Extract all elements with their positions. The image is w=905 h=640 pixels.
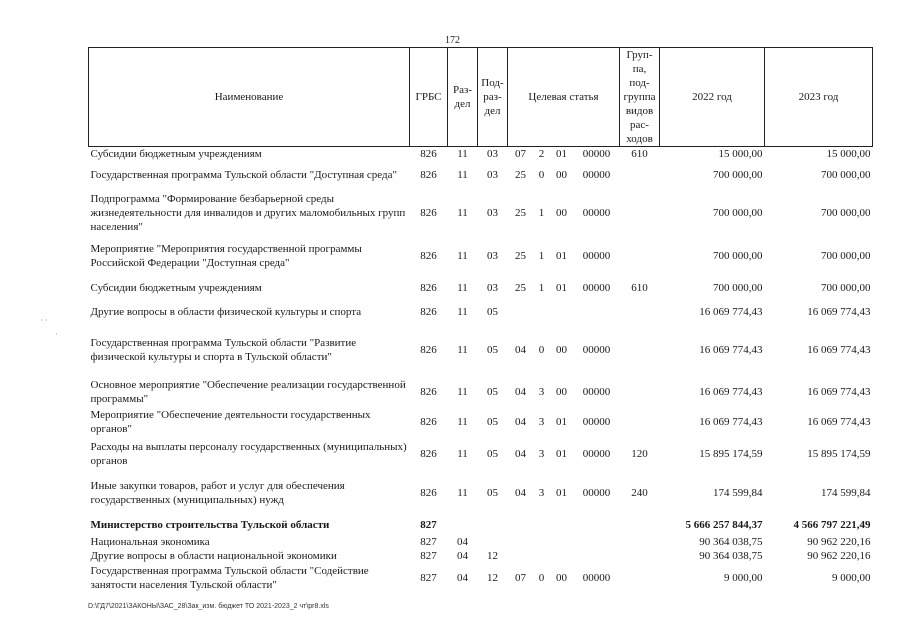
- row-target-event: 00: [556, 344, 567, 356]
- row-grbs: 826: [420, 250, 437, 262]
- row-amount-2022: 90 364 038,75: [699, 536, 763, 548]
- row-razdel: 04: [457, 536, 468, 548]
- row-target-subprogram: 3: [538, 487, 545, 499]
- row-target-code: 00000: [582, 448, 611, 460]
- row-razdel: [448, 515, 478, 535]
- row-target-event: 01: [556, 487, 567, 499]
- row-target-code: 00000: [582, 148, 611, 160]
- row-podrazdel: 12: [487, 550, 498, 562]
- row-amount-2023: 16 069 774,43: [807, 386, 871, 398]
- row-target-event: 00: [556, 207, 567, 219]
- row-amount-2023: 16 069 774,43: [807, 344, 871, 356]
- row-amount-2022: 16 069 774,43: [699, 386, 763, 398]
- budget-table: [88, 47, 873, 593]
- row-target-code: 00000: [582, 344, 611, 356]
- row-amount-2023: 90 962 220,16: [807, 536, 871, 548]
- row-target-program: 04: [515, 448, 526, 460]
- row-amount-2022: 700 000,00: [713, 250, 763, 262]
- row-grbs: 826: [420, 344, 437, 356]
- row-target-event: [550, 535, 574, 549]
- row-razdel: 11: [457, 306, 468, 318]
- row-name: Национальная экономика: [90, 536, 210, 548]
- row-target-code: 00000: [582, 386, 611, 398]
- row-podrazdel: [478, 515, 508, 535]
- table-row: [89, 275, 873, 301]
- row-amount-2023: 4 566 797 221,49: [793, 519, 871, 531]
- table-row: [89, 471, 873, 515]
- row-razdel: 11: [457, 169, 468, 181]
- row-target-code: [574, 515, 620, 535]
- row-amount-2022: 90 364 038,75: [699, 550, 763, 562]
- row-target-program: 04: [515, 416, 526, 428]
- row-amount-2023: 9 000,00: [832, 572, 871, 584]
- row-target-program: [508, 535, 534, 549]
- row-amount-2022: 700 000,00: [713, 169, 763, 181]
- row-target-event: [550, 549, 574, 563]
- row-name: Подпрограмма "Формирование безбарьерной среды жизнедеятельности для инвалидов и других маломобильных групп населения": [90, 193, 406, 233]
- row-podrazdel: 05: [487, 448, 498, 460]
- row-target-event: 00: [556, 572, 567, 584]
- row-target-subprogram: 0: [538, 169, 545, 181]
- row-target-event: 01: [556, 250, 567, 262]
- row-target-subprogram: 1: [538, 250, 545, 262]
- row-target-code: 00000: [582, 169, 611, 181]
- table-row: [89, 377, 873, 407]
- table-row: [89, 437, 873, 471]
- row-amount-2022: 16 069 774,43: [699, 306, 763, 318]
- row-razdel: 11: [457, 207, 468, 219]
- row-name: Другие вопросы в области национальной экономики: [90, 550, 337, 562]
- row-target-subprogram: 0: [538, 344, 545, 356]
- row-target-code: 00000: [582, 487, 611, 499]
- row-razdel: 11: [457, 487, 468, 499]
- row-target-code: 00000: [582, 250, 611, 262]
- row-target-program: 25: [515, 282, 526, 294]
- header-2022: 2022 год: [660, 48, 765, 147]
- row-target-event: 00: [556, 386, 567, 398]
- table-row: [89, 161, 873, 189]
- row-target-code: [574, 549, 620, 563]
- scan-speck: · ·: [40, 316, 48, 325]
- table-row: [89, 549, 873, 563]
- row-grbs: 827: [420, 519, 437, 531]
- row-razdel: 11: [457, 148, 468, 160]
- table-header: [89, 48, 873, 147]
- row-expense-group: 610: [631, 148, 648, 160]
- row-name: Мероприятие "Обеспечение деятельности государственных органов": [90, 409, 371, 435]
- row-target-event: [550, 515, 574, 535]
- row-expense-group: 240: [631, 487, 648, 499]
- row-amount-2023: 700 000,00: [821, 282, 871, 294]
- row-target-event: 01: [556, 148, 567, 160]
- row-target-program: 04: [515, 344, 526, 356]
- header-grbs: ГРБС: [410, 48, 448, 147]
- row-razdel: 11: [457, 282, 468, 294]
- file-path-footer: D:\ГД7\2021\ЗАКОНЫ\ЗАС_28\Зак_изм. бюджет ТО 2021-2023_2 чт\pr8.xls: [88, 603, 329, 610]
- row-razdel: 11: [457, 344, 468, 356]
- row-amount-2022: 174 599,84: [713, 487, 763, 499]
- row-podrazdel: 03: [487, 148, 498, 160]
- row-razdel: 04: [457, 550, 468, 562]
- row-name: Государственная программа Тульской области "Развитие физической культуры и спорта в Тульской области": [90, 337, 357, 363]
- row-expense-group: [620, 563, 660, 593]
- row-target-subprogram: 3: [538, 448, 545, 460]
- row-podrazdel: 05: [487, 306, 498, 318]
- row-target-event: 01: [556, 416, 567, 428]
- row-podrazdel: 03: [487, 250, 498, 262]
- row-target-subprogram: [534, 549, 550, 563]
- table-body: [89, 147, 873, 594]
- row-razdel: 11: [457, 416, 468, 428]
- row-grbs: 826: [420, 487, 437, 499]
- table-row: [89, 515, 873, 535]
- row-target-code: 00000: [582, 282, 611, 294]
- row-amount-2023: 700 000,00: [821, 207, 871, 219]
- row-podrazdel: 03: [487, 282, 498, 294]
- row-grbs: 826: [420, 282, 437, 294]
- row-grbs: 826: [420, 448, 437, 460]
- row-expense-group: [620, 377, 660, 407]
- row-target-event: 00: [556, 169, 567, 181]
- row-target-program: 07: [515, 148, 526, 160]
- table-row: [89, 323, 873, 377]
- row-amount-2022: 15 000,00: [718, 148, 763, 160]
- row-target-code: 00000: [582, 572, 611, 584]
- page-number: 172: [445, 35, 460, 46]
- row-target-program: 04: [515, 386, 526, 398]
- row-target-code: [574, 535, 620, 549]
- row-name: Расходы на выплаты персоналу государственных (муниципальных) органов: [90, 441, 407, 467]
- row-amount-2022: 700 000,00: [713, 207, 763, 219]
- row-expense-group: [620, 323, 660, 377]
- row-target-subprogram: [534, 301, 550, 323]
- row-expense-group: [620, 549, 660, 563]
- row-amount-2023: 15 895 174,59: [807, 448, 871, 460]
- row-podrazdel: 05: [487, 416, 498, 428]
- row-grbs: 826: [420, 386, 437, 398]
- row-target-subprogram: 1: [538, 282, 545, 294]
- row-podrazdel: [478, 535, 508, 549]
- row-razdel: 11: [457, 448, 468, 460]
- row-target-code: [574, 301, 620, 323]
- row-amount-2023: 700 000,00: [821, 169, 871, 181]
- row-amount-2023: 174 599,84: [821, 487, 871, 499]
- row-podrazdel: 03: [487, 169, 498, 181]
- row-target-code: 00000: [582, 416, 611, 428]
- table-row: [89, 535, 873, 549]
- row-amount-2022: 16 069 774,43: [699, 344, 763, 356]
- row-grbs: 826: [420, 207, 437, 219]
- row-expense-group: [620, 237, 660, 275]
- row-target-program: [508, 515, 534, 535]
- row-name: Государственная программа Тульской области "Доступная среда": [90, 169, 398, 181]
- row-amount-2022: 700 000,00: [713, 282, 763, 294]
- row-name: Другие вопросы в области физической культуры и спорта: [90, 306, 362, 318]
- row-amount-2023: 15 000,00: [826, 148, 871, 160]
- row-grbs: 826: [420, 306, 437, 318]
- row-amount-2022: 9 000,00: [724, 572, 763, 584]
- row-amount-2023: 700 000,00: [821, 250, 871, 262]
- row-podrazdel: 05: [487, 487, 498, 499]
- row-target-subprogram: [534, 515, 550, 535]
- row-grbs: 827: [420, 572, 437, 584]
- row-expense-group: [620, 189, 660, 237]
- row-target-program: 25: [515, 250, 526, 262]
- row-name: Мероприятие "Мероприятия государственной программы Российской Федерации "Доступная среда": [90, 243, 362, 269]
- row-name: Основное мероприятие "Обеспечение реализации государственной программы": [90, 379, 406, 405]
- row-expense-group: 120: [631, 448, 648, 460]
- row-target-event: 01: [556, 448, 567, 460]
- row-amount-2022: 15 895 174,59: [699, 448, 763, 460]
- row-grbs: 826: [420, 416, 437, 428]
- row-razdel: 11: [457, 250, 468, 262]
- row-amount-2023: 16 069 774,43: [807, 306, 871, 318]
- row-expense-group: [620, 161, 660, 189]
- row-name: Министерство строительства Тульской области: [90, 519, 330, 531]
- row-expense-group: [620, 301, 660, 323]
- header-2023: 2023 год: [765, 48, 873, 147]
- row-amount-2022: 5 666 257 844,37: [685, 519, 763, 531]
- row-expense-group: [620, 407, 660, 437]
- row-amount-2023: 90 962 220,16: [807, 550, 871, 562]
- row-podrazdel: 03: [487, 207, 498, 219]
- row-target-program: 07: [515, 572, 526, 584]
- row-expense-group: 610: [631, 282, 648, 294]
- row-name: Субсидии бюджетным учреждениям: [90, 148, 262, 160]
- header-target-article: Целевая статья: [508, 48, 620, 147]
- scan-speck: ·: [55, 330, 58, 339]
- row-grbs: 826: [420, 148, 437, 160]
- row-name: Государственная программа Тульской области "Содействие занятости населения Тульской области": [90, 565, 369, 591]
- row-target-program: 04: [515, 487, 526, 499]
- row-expense-group: [620, 535, 660, 549]
- row-podrazdel: 05: [487, 386, 498, 398]
- row-target-subprogram: 0: [538, 572, 545, 584]
- row-target-subprogram: [534, 535, 550, 549]
- row-target-event: 01: [556, 282, 567, 294]
- header-expense-group: Груп-па, под-группа видов рас-ходов: [620, 48, 660, 147]
- row-podrazdel: 05: [487, 344, 498, 356]
- row-amount-2023: 16 069 774,43: [807, 416, 871, 428]
- row-name: Иные закупки товаров, работ и услуг для обеспечения государственных (муниципальных) нужд: [90, 480, 345, 506]
- row-target-subprogram: 2: [538, 148, 545, 160]
- table-row: [89, 563, 873, 593]
- row-grbs: 827: [420, 550, 437, 562]
- header-podrazdel: Под-раз-дел: [478, 48, 508, 147]
- row-expense-group: [620, 515, 660, 535]
- header-razdel: Раз-дел: [448, 48, 478, 147]
- row-target-program: [508, 549, 534, 563]
- row-target-program: 25: [515, 169, 526, 181]
- table-row: [89, 407, 873, 437]
- table-row: [89, 237, 873, 275]
- row-grbs: 826: [420, 169, 437, 181]
- table-row: [89, 147, 873, 162]
- row-target-event: [550, 301, 574, 323]
- row-podrazdel: 12: [487, 572, 498, 584]
- row-target-subprogram: 3: [538, 416, 545, 428]
- row-target-subprogram: 3: [538, 386, 545, 398]
- row-grbs: 827: [420, 536, 437, 548]
- header-name: Наименование: [89, 48, 410, 147]
- row-name: Субсидии бюджетным учреждениям: [90, 282, 262, 294]
- row-razdel: 11: [457, 386, 468, 398]
- row-target-program: [508, 301, 534, 323]
- row-razdel: 04: [457, 572, 468, 584]
- row-amount-2022: 16 069 774,43: [699, 416, 763, 428]
- row-target-program: 25: [515, 207, 526, 219]
- table-row: [89, 189, 873, 237]
- row-target-code: 00000: [582, 207, 611, 219]
- row-target-subprogram: 1: [538, 207, 545, 219]
- table-row: [89, 301, 873, 323]
